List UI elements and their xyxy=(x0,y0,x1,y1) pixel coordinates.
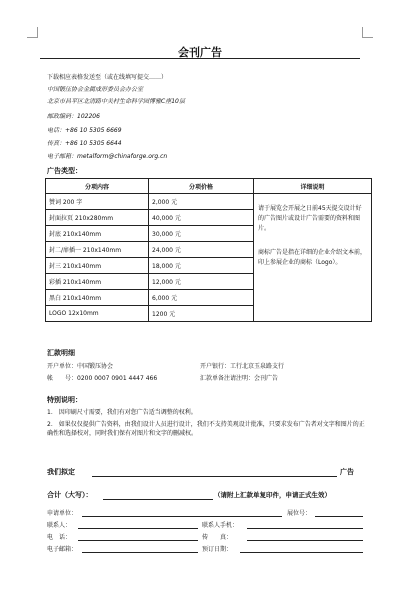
confirm-blank-line[interactable] xyxy=(92,476,337,477)
table-cell: 封底 210x140mm xyxy=(46,226,149,242)
mobile-field[interactable] xyxy=(247,528,363,529)
email-label: 电子邮箱： xyxy=(47,546,78,553)
applicant-label: 申请单位： xyxy=(47,510,78,517)
intro-line: 电话：+86 10 5305 6669 xyxy=(47,127,122,134)
page-title: 会刊广告 xyxy=(178,46,222,59)
confirm-suffix: 广告 xyxy=(340,468,354,476)
booth-label: 展位号： xyxy=(287,510,312,517)
total-blank-line[interactable] xyxy=(103,499,213,500)
table-cell: 封三 210x140mm xyxy=(46,258,149,274)
table-cell: 1200 元 xyxy=(149,306,254,322)
date-field[interactable] xyxy=(240,552,363,553)
fax-label: 传 真： xyxy=(202,534,233,541)
table-cell: 30,000 元 xyxy=(149,226,254,242)
special-heading: 特别说明： xyxy=(47,396,82,404)
payee-line xyxy=(47,361,113,370)
account-value: 0200 0007 0901 4447 466 xyxy=(77,375,158,382)
intro-line: 中国锻压协会金属成形委员会办公室 xyxy=(47,86,144,93)
table-header: 分项内容 xyxy=(46,179,149,194)
table-cell: 封二/扉插一 210x140mm xyxy=(46,242,149,258)
remark-value: 会刊广告 xyxy=(254,375,279,382)
intro-line: 电子邮箱：metalform@chinaforge.org.cn xyxy=(47,153,168,160)
total-note: （请附上汇款单复印件，申请正式生效） xyxy=(214,491,331,499)
page-corner-mark xyxy=(362,27,373,38)
table-cell: 12,000 元 xyxy=(149,274,254,290)
table-cell: 6,000 元 xyxy=(149,290,254,306)
remark-line xyxy=(200,373,278,382)
intro-line: 传真：+86 10 5305 6644 xyxy=(47,140,122,147)
intro-line: 下载相应表格发送至（或在线填写提交……） xyxy=(47,74,168,81)
email-field[interactable] xyxy=(82,552,198,553)
date-label: 预订日期： xyxy=(202,546,233,553)
remark-label: 汇款单备注请注明： xyxy=(200,375,255,382)
page-corner-mark xyxy=(27,27,38,38)
contact-label: 联系人： xyxy=(47,522,72,529)
mobile-label: 联系人手机： xyxy=(202,522,239,529)
payee-value: 中国锻压协会 xyxy=(77,363,114,370)
intro-line: 北京市昌平区北清路中关村生命科学园博雅C座10层 xyxy=(47,98,185,105)
bank-value: 工行北京玉泉路支行 xyxy=(230,363,285,370)
table-cell: LOGO 12x10mm xyxy=(46,306,149,322)
table-cell: 18,000 元 xyxy=(149,258,254,274)
remit-heading: 汇款明细 xyxy=(47,349,75,357)
table-cell: 赞词 200 字 xyxy=(46,194,149,210)
table-cell: 彩插 210x140mm xyxy=(46,274,149,290)
title-divider xyxy=(40,58,360,59)
table-cell: 黑白 210x140mm xyxy=(46,290,149,306)
payee-label: 开户单位： xyxy=(47,363,78,370)
phone-label: 电 话： xyxy=(47,534,72,541)
description-text: 商标广告是指在详细的企业介绍文本前，印上参展企业的商标（Logo）。 xyxy=(258,249,367,266)
total-label: 合计（大写）： xyxy=(47,491,93,499)
table-cell: 24,000 元 xyxy=(149,242,254,258)
table-header: 详细说明 xyxy=(254,179,372,194)
table-header: 分项价格 xyxy=(149,179,254,194)
intro-line: 邮政编码：102206 xyxy=(47,113,100,120)
phone-field[interactable] xyxy=(78,540,198,541)
account-label: 帐 号： xyxy=(47,375,78,382)
booth-field[interactable] xyxy=(315,516,363,517)
ad-price-table xyxy=(45,178,372,322)
bank-line xyxy=(200,361,284,370)
account-line xyxy=(47,373,157,382)
ad-type-heading: 广告类型： xyxy=(47,167,82,175)
table-cell: 封面拉页 210x280mm xyxy=(46,210,149,226)
table-cell: 40,000 元 xyxy=(149,210,254,226)
contact-field[interactable] xyxy=(78,528,198,529)
table-row xyxy=(46,194,372,210)
table-description xyxy=(254,194,372,322)
confirm-prefix: 我们拟定 xyxy=(47,468,75,476)
table-cell: 2,000 元 xyxy=(149,194,254,210)
applicant-field[interactable] xyxy=(82,516,282,517)
special-note: 2. 如果仅仅提供广告资料，由我们设计人员进行设计，我们不支持美观设计批准，只要求发布广告者对文字和图片的正确性和选择校对，同时我们保有对图片和文字的删减权。 xyxy=(47,421,365,437)
special-note: 1. 因印刷尺寸需要，我们有对您广告适当调整的权利。 xyxy=(47,409,197,416)
description-text: 请于展览会开展之日前45天提交设计好的广告图片或设计广告需要的资料和图片。 xyxy=(258,205,362,232)
fax-field[interactable] xyxy=(247,540,363,541)
bank-label: 开户银行： xyxy=(200,363,231,370)
